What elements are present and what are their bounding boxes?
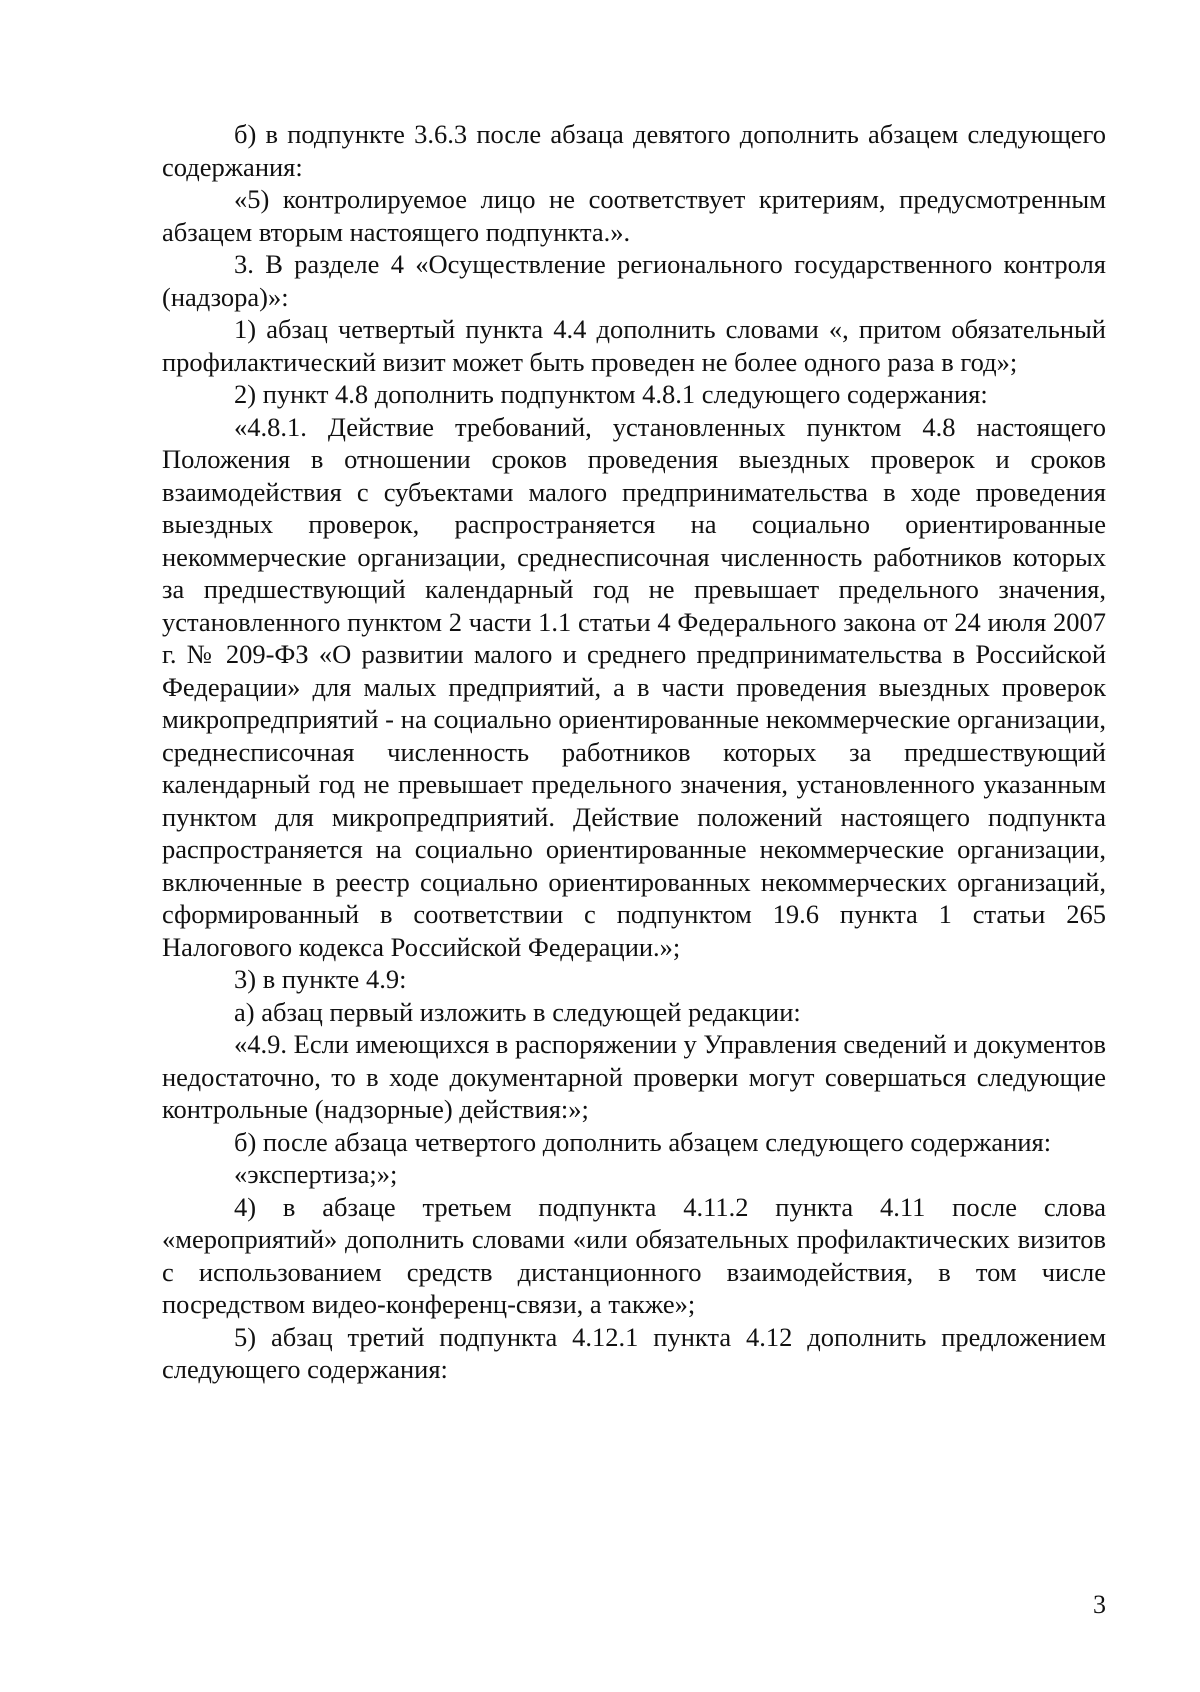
paragraph: 2) пункт 4.8 дополнить подпунктом 4.8.1 следующего содержания: bbox=[234, 379, 988, 409]
paragraph: «4.8.1. Действие требований, установленных пунктом 4.8 настоящего Положения в отношении сроков проведения выездных проверок и сроков взаимодействия с субъектами малого предпринимательства в ходе проведения выездных проверок, распространяется на социально ориентированные некоммерческие организации, среднесписочная численность работников которых за предшествующий календарный год не превышает предельного значения, установленного пунктом 2 части 1.1 статьи 4 Федерального закона от 24 июля 2007 г. № 209-ФЗ «О развитии малого и среднего предпринимательства в Российской Федерации» для малых предприятий, а в части проведения выездных проверок микропредприятий - на социально ориентированные некоммерческие организации, среднесписочная численность работников которых за предшествующий календарный год не превышает предельного значения, установленного указанным пунктом для микропредприятий. Действие положений настоящего подпункта распространяется на социально ориентированные некоммерческие организации, включенные в реестр социально ориентированных некоммерческих организаций, сформированный в соответствии с подпунктом 19.6 пункта 1 статьи 265 Налогового кодекса Российской Федерации.»; bbox=[162, 411, 1106, 962]
paragraph: 1) абзац четвертый пункта 4.4 дополнить словами «, притом обязательный профилактический визит может быть проведен не более одного раза в год»; bbox=[162, 314, 1106, 377]
paragraph: «экспертиза;»; bbox=[234, 1159, 398, 1189]
paragraph: 3) в пункте 4.9: bbox=[234, 964, 407, 994]
paragraph: б) в подпункте 3.6.3 после абзаца девятого дополнить абзацем следующего содержания: bbox=[162, 119, 1106, 182]
paragraph: 3. В разделе 4 «Осуществление регионального государственного контроля (надзора)»: bbox=[162, 249, 1106, 312]
paragraph: «5) контролируемое лицо не соответствует критериям, предусмотренным абзацем вторым настоящего подпункта.». bbox=[162, 184, 1106, 247]
document-body bbox=[162, 118, 1106, 1386]
paragraph: б) после абзаца четвертого дополнить абзацем следующего содержания: bbox=[234, 1126, 1052, 1157]
paragraph: «4.9. Если имеющихся в распоряжении у Управления сведений и документов недостаточно, то в ходе документарной проверки могут совершаться следующие контрольные (надзорные) действия:»; bbox=[162, 1029, 1106, 1124]
paragraph: а) абзац первый изложить в следующей редакции: bbox=[234, 996, 801, 1027]
paragraph: 4) в абзаце третьем подпункта 4.11.2 пункта 4.11 после слова «мероприятий» дополнить словами «или обязательных профилактических визитов с использованием средств дистанционного взаимодействия, в том числе посредством видео-конференц-связи, а также»; bbox=[162, 1191, 1106, 1319]
paragraph: 5) абзац третий подпункта 4.12.1 пункта 4.12 дополнить предложением следующего содержания: bbox=[162, 1321, 1106, 1384]
page-number: 3 bbox=[1093, 1590, 1106, 1619]
